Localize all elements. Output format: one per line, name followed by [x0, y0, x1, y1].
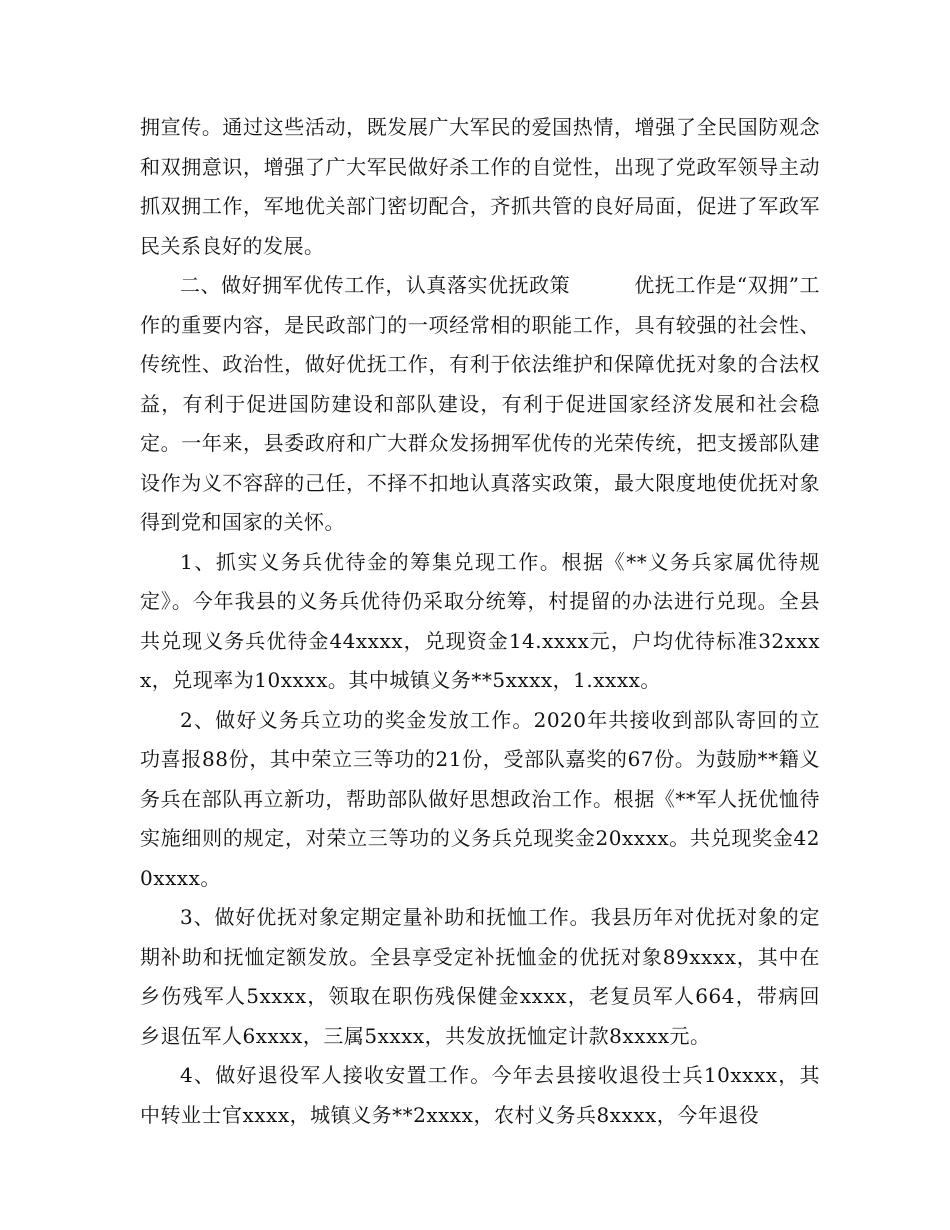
section-body-text: 优抚工作是“双拥”工作的重要内容，是民政部门的一项经常相的职能工作，具有较强的社会性、传统性、政治性，做好优抚工作，有利于依法维护和保障优抚对象的合法权益，有利于促进国防建设和部队建设，有利于促进国家经济发展和社会稳定。一年来，县委政府和广大群众发扬拥军优传的光荣传统，把支援部队建设作为义不容辞的己任，不择不扣地认真落实政策，最大限度地使优抚对象得到党和国家的关怀。: [140, 273, 820, 534]
paragraph-continuation: 拥宣传。通过这些活动，既发展广大军民的爱国热情，增强了全民国防观念和双拥意识，增强了广大军民做好杀工作的自觉性，出现了党政军领导主动抓双拥工作，军地优关部门密切配合，齐抓共管的良好局面，促进了军政军民关系良好的发展。: [140, 115, 820, 258]
paragraph-item-4: 4、做好退役军人接收安置工作。今年去县接收退役士兵10xxxx，其中转业士官xxxx，城镇义务**2xxxx，农村义务兵8xxxx，今年退役: [140, 1063, 820, 1127]
paragraph-item-1: 1、抓实义务兵优待金的筹集兑现工作。根据《**义务兵家属优待规定》。今年我县的义务兵优待仍采取分统筹，村提留的办法进行兑现。全县共兑现义务兵优待金44xxxx，兑现资金14.xxxx元，户均优待标准32xxxx，兑现率为10xxxx。其中城镇义务**5xxxx，1.xxxx。: [140, 549, 820, 692]
paragraph-section-two: [140, 266, 820, 543]
section-heading: 二、做好拥军优传工作，认真落实优抚政策: [180, 273, 571, 297]
paragraph-item-3: 3、做好优抚对象定期定量补助和抚恤工作。我县历年对优抚对象的定期补助和抚恤定额发放。全县享受定补抚恤金的优抚对象89xxxx，其中在乡伤残军人5xxxx，领取在职伤残保健金xxxx，老复员军人664，带病回乡退伍军人6xxxx，三属5xxxx，共发放抚恤定计款8xxxx元。: [140, 905, 820, 1048]
document-body: [140, 108, 820, 1135]
paragraph-item-2: 2、做好义务兵立功的奖金发放工作。2020年共接收到部队寄回的立功喜报88份，其中荣立三等功的21份，受部队嘉奖的67份。为鼓励**籍义务兵在部队再立新功，帮助部队做好思想政治工作。根据《**军人抚优恤待实施细则的规定，对荣立三等功的义务兵兑现奖金20xxxx。共兑现奖金420xxxx。: [140, 707, 820, 890]
